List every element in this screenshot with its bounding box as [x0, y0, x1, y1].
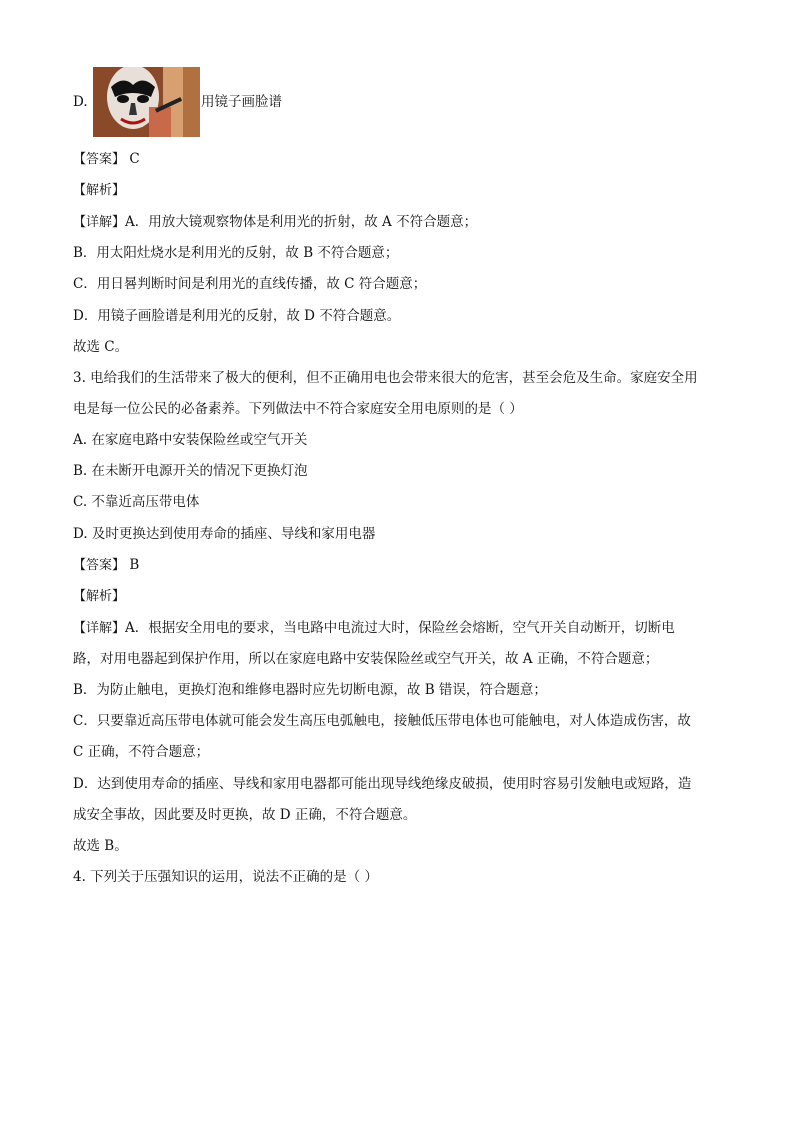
- answer-value: C: [129, 151, 140, 167]
- q2-answer-line: [73, 149, 140, 170]
- explanation-line: B．为防止触电，更换灯泡和维修电器时应先切断电源，故 B 错误，符合题意；: [73, 682, 547, 698]
- detail-tag: 【详解】: [73, 215, 126, 230]
- q3-detail-line: [73, 618, 675, 639]
- q3-option-c: C. 不靠近高压带电体: [73, 494, 200, 510]
- option-d-label: D.: [73, 94, 88, 110]
- explanation-line: D．用镜子画脸谱是利用光的反射，故 D 不符合题意。: [73, 308, 401, 324]
- explanation-line: D．达到使用寿命的插座、导线和家用电器都可能出现导线绝缘皮破损，使用时容易引发触电或短路，造: [73, 776, 692, 792]
- q3-stem-line: 3. 电给我们的生活带来了极大的便利，但不正确用电也会带来很大的危害，甚至会危及生命。家庭安全用: [73, 370, 698, 386]
- q3-answer-line: [73, 555, 139, 576]
- q3-stem-line: 电是每一位公民的必备素养。下列做法中不符合家庭安全用电原则的是（ ）: [73, 401, 523, 417]
- detail-tag: 【详解】: [73, 621, 126, 636]
- conclusion-line: 故选 B。: [73, 838, 128, 854]
- q3-option-d: D. 及时更换达到使用寿命的插座、导线和家用电器: [73, 526, 376, 542]
- face-painting-image: [93, 67, 200, 137]
- q2-analysis-tag: [73, 180, 125, 201]
- q3-option-b: B. 在未断开电源开关的情况下更换灯泡: [73, 463, 308, 479]
- explanation-line: C．用日晷判断时间是利用光的直线传播，故 C 符合题意；: [73, 276, 427, 292]
- q3-option-a: A. 在家庭电路中安装保险丝或空气开关: [73, 432, 308, 448]
- q3-analysis-tag: [73, 586, 125, 607]
- face-painting-illustration: [93, 67, 200, 137]
- analysis-tag: 【解析】: [73, 589, 126, 604]
- answer-value: B: [129, 557, 140, 573]
- q4-stem-line: 4. 下列关于压强知识的运用，说法不正确的是（ ）: [73, 869, 378, 885]
- answer-tag: 【答案】: [73, 152, 126, 167]
- detail-text: A．根据安全用电的要求，当电路中电流过大时，保险丝会熔断，空气开关自动断开，切断电: [125, 620, 675, 636]
- explanation-line: 路，对用电器起到保护作用，所以在家庭电路中安装保险丝或空气开关，故 A 正确，不符合题意；: [73, 651, 659, 667]
- analysis-tag: 【解析】: [73, 183, 126, 198]
- option-d-text: 用镜子画脸谱: [201, 94, 282, 110]
- detail-text: A．用放大镜观察物体是利用光的折射，故 A 不符合题意；: [125, 214, 478, 230]
- explanation-line: C 正确，不符合题意；: [73, 744, 210, 760]
- explanation-line: 成安全事故，因此要及时更换，故 D 正确，不符合题意。: [73, 807, 417, 823]
- q2-detail-line: [73, 212, 477, 233]
- answer-tag: 【答案】: [73, 558, 126, 573]
- explanation-line: B．用太阳灶烧水是利用光的反射，故 B 不符合题意；: [73, 245, 399, 261]
- conclusion-line: 故选 C。: [73, 339, 129, 355]
- explanation-line: C．只要靠近高压带电体就可能会发生高压电弧触电，接触低压带电体也可能触电，对人体造成伤害，故: [73, 713, 691, 729]
